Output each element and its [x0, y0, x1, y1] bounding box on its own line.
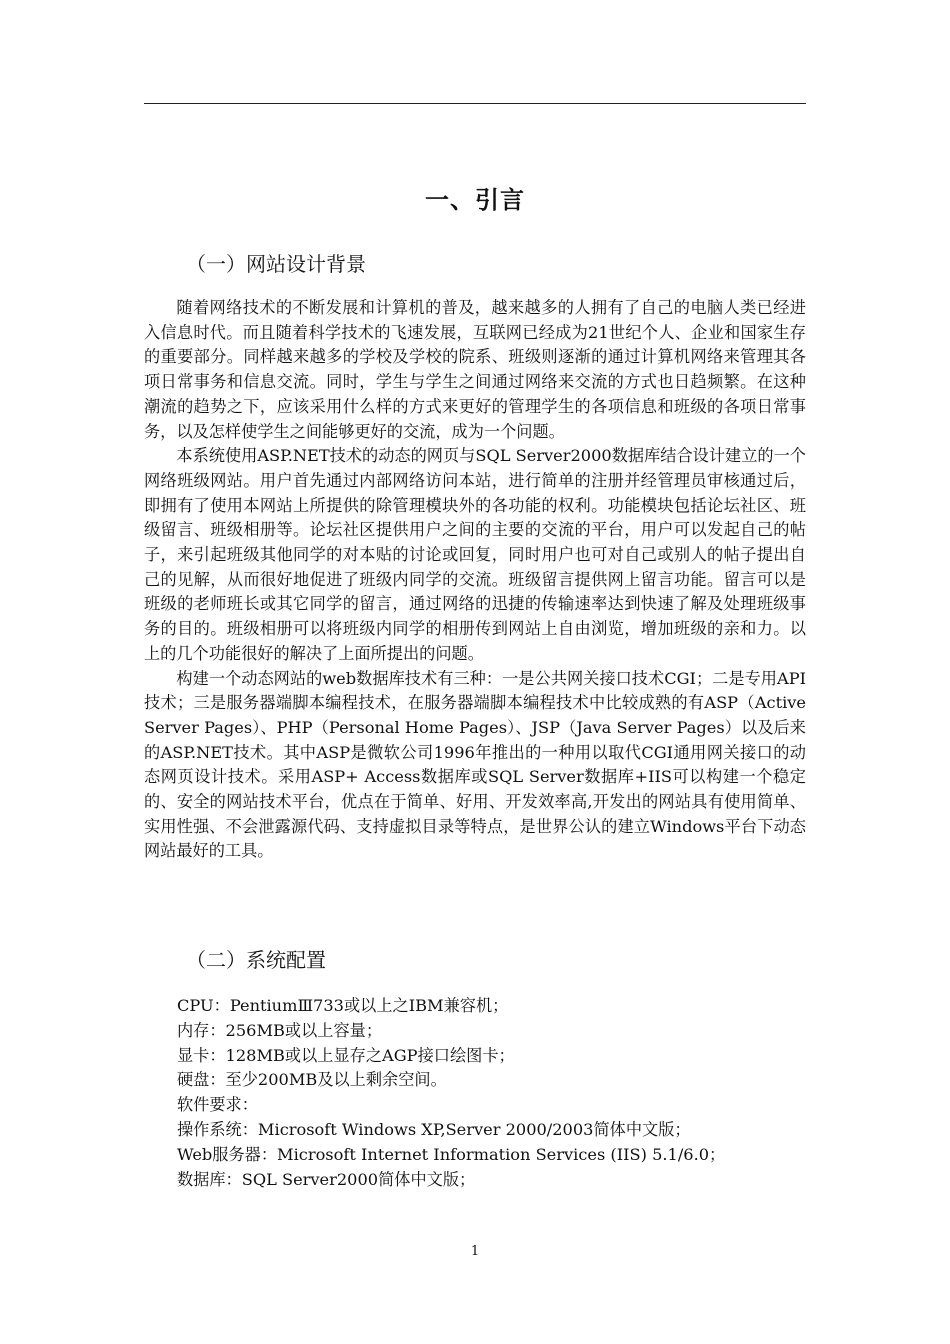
- config-line: Web服务器：Microsoft Internet Information Services (IIS) 5.1/6.0；: [177, 1144, 726, 1164]
- config-line: 数据库：SQL Server2000简体中文版；: [177, 1169, 476, 1189]
- section-heading-background: （一）网站设计背景: [186, 252, 366, 276]
- config-line: 显卡：128MB或以上显存之AGP接口绘图卡；: [177, 1045, 515, 1065]
- background-body: [144, 296, 806, 864]
- section-heading-config: （二）系统配置: [186, 948, 326, 972]
- paragraph: 随着网络技术的不断发展和计算机的普及，越来越多的人拥有了自己的电脑人类已经进入信息时代。而且随着科学技术的飞速发展，互联网已经成为21世纪个人、企业和国家生存的重要部分。同样越来越多的学校及学校的院系、班级则逐渐的通过计算机网络来管理其各项日常事务和信息交流。同时，学生与学生之间通过网络来交流的方式也日趋频繁。在这种潮流的趋势之下，应该采用什么样的方式来更好的管理学生的各项信息和班级的各项日常事务，以及怎样使学生之间能够更好的交流，成为一个问题。: [144, 298, 806, 441]
- config-line: 软件要求：: [177, 1095, 258, 1115]
- page-number: 1: [470, 1244, 480, 1259]
- chapter-title: 一、引言: [425, 186, 525, 214]
- config-line: 操作系统：Microsoft Windows XP,Server 2000/2003简体中文版；: [177, 1119, 691, 1139]
- paragraph: 构建一个动态网站的web数据库技术有三种：一是公共网关接口技术CGI；二是专用API技术；三是服务器端脚本编程技术，在服务器端脚本编程技术中比较成熟的有ASP（Active Server Pages）、PHP（Personal Home Pages）、JSP（Java Server Pages）以及后来的ASP.NET技术。其中ASP是微软公司1996年推出的一种用以取代CGI通用网关接口的动态网页设计技术。采用ASP+ Access数据库或SQL Server数据库+IIS可以构建一个稳定的、安全的网站技术平台，优点在于简单、好用、开发效率高,开发出的网站具有使用简单、实用性强、不会泄露源代码、支持虚拟目录等特点，是世界公认的建立Windows平台下动态网站最好的工具。: [144, 668, 806, 861]
- header-rule: [144, 103, 806, 104]
- config-list: [177, 994, 797, 1192]
- config-line: 内存：256MB或以上容量；: [177, 1020, 383, 1040]
- config-line: 硬盘：至少200MB及以上剩余空间。: [177, 1070, 447, 1090]
- paragraph: 本系统使用ASP.NET技术的动态的网页与SQL Server2000数据库结合设计建立的一个网络班级网站。用户首先通过内部网络访问本站，进行简单的注册并经管理员审核通过后，即拥有了使用本网站上所提供的除管理模块外的各功能的权利。功能模块包括论坛社区、班级留言、班级相册等。论坛社区提供用户之间的主要的交流的平台，用户可以发起自己的帖子，来引起班级其他同学的对本贴的讨论或回复，同时用户也可对自己或别人的帖子提出自己的见解，从而很好地促进了班级内同学的交流。班级留言提供网上留言功能。留言可以是班级的老师班长或其它同学的留言，通过网络的迅捷的传输速率达到快速了解及处理班级事务的目的。班级相册可以将班级内同学的相册传到网站上自由浏览，增加班级的亲和力。以上的几个功能很好的解决了上面所提出的问题。: [144, 446, 806, 663]
- config-line: CPU：PentiumⅢ733或以上之IBM兼容机；: [177, 996, 509, 1015]
